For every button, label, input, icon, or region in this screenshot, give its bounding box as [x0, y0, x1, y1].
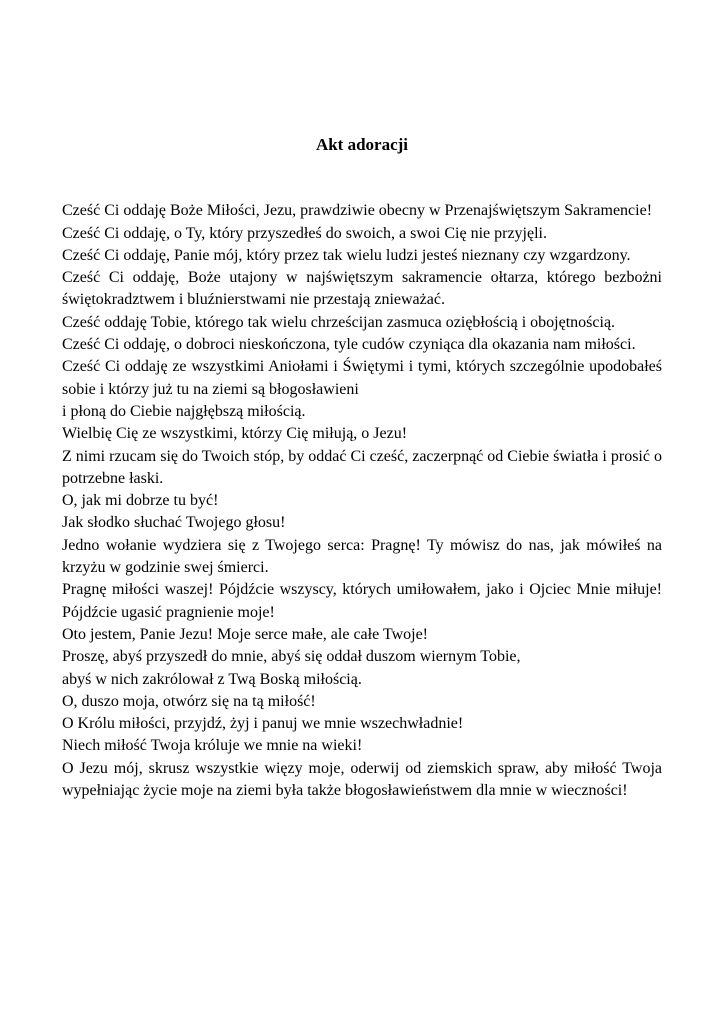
- paragraph: O Jezu mój, skrusz wszystkie więzy moje, oderwij od ziemskich spraw, aby miłość Twoja wypełniając życie moje na ziemi była także błogosławieństwem dla mnie w wieczności!: [62, 759, 662, 800]
- paragraph: Cześć Ci oddaję Boże Miłości, Jezu, prawdziwie obecny w Przenajświętszym Sakramencie!: [62, 202, 653, 220]
- document-body: [62, 200, 662, 802]
- paragraph: i płoną do Ciebie najgłębszą miłością.: [62, 402, 306, 420]
- paragraph: Wielbię Cię ze wszystkimi, którzy Cię miłują, o Jezu!: [62, 425, 408, 443]
- paragraph: Z nimi rzucam się do Twoich stóp, by oddać Ci cześć, zaczerpnąć od Ciebie światła i prosić o potrzebne łaski.: [62, 447, 662, 487]
- document-title: Akt adoracji: [315, 135, 409, 154]
- paragraph: O, duszo moja, otwórz się na tą miłość!: [62, 692, 316, 710]
- paragraph: Cześć Ci oddaję, Boże utajony w najświętszym sakramencie ołtarza, którego bezbożni świętokradztwem i bluźnierstwami nie przestają znieważać.: [62, 269, 662, 309]
- paragraph: abyś w nich zakrólował z Twą Boską miłością.: [62, 670, 362, 688]
- paragraph: O Królu miłości, przyjdź, żyj i panuj we mnie wszechwładnie!: [62, 715, 464, 733]
- paragraph: Oto jestem, Panie Jezu! Moje serce małe, ale całe Twoje!: [62, 625, 428, 643]
- paragraph: Jedno wołanie wydziera się z Twojego serca: Pragnę! Ty mówisz do nas, jak mówiłeś na krzyżu w godzinie swej śmierci.: [62, 536, 662, 577]
- paragraph: Pragnę miłości waszej! Pójdźcie wszyscy, których umiłowałem, jako i Ojciec Mnie miłuje! Pójdźcie ugasić pragnienie moje!: [62, 581, 662, 621]
- paragraph: Proszę, abyś przyszedł do mnie, abyś się oddał duszom wiernym Tobie,: [62, 648, 521, 666]
- paragraph: Cześć Ci oddaję, o dobroci nieskończona, tyle cudów czyniąca dla okazania nam miłości.: [62, 336, 636, 354]
- paragraph: Jak słodko słuchać Twojego głosu!: [62, 514, 286, 532]
- paragraph: Cześć Ci oddaję ze wszystkimi Aniołami i Świętymi i tymi, których szczególnie upodobałeś sobie i którzy już tu na ziemi są błogosławieni: [62, 358, 662, 398]
- paragraph: Cześć Ci oddaję, o Ty, który przyszedłeś do swoich, a swoi Cię nie przyjęli.: [62, 224, 547, 242]
- paragraph: O, jak mi dobrze tu być!: [62, 492, 219, 510]
- paragraph: Cześć Ci oddaję, Panie mój, który przez tak wielu ludzi jesteś nieznany czy wzgardzony.: [62, 246, 631, 264]
- paragraph: Niech miłość Twoja króluje we mnie na wieki!: [62, 737, 363, 755]
- paragraph: Cześć oddaję Tobie, którego tak wielu chrześcijan zasmuca oziębłością i obojętnością.: [62, 313, 616, 331]
